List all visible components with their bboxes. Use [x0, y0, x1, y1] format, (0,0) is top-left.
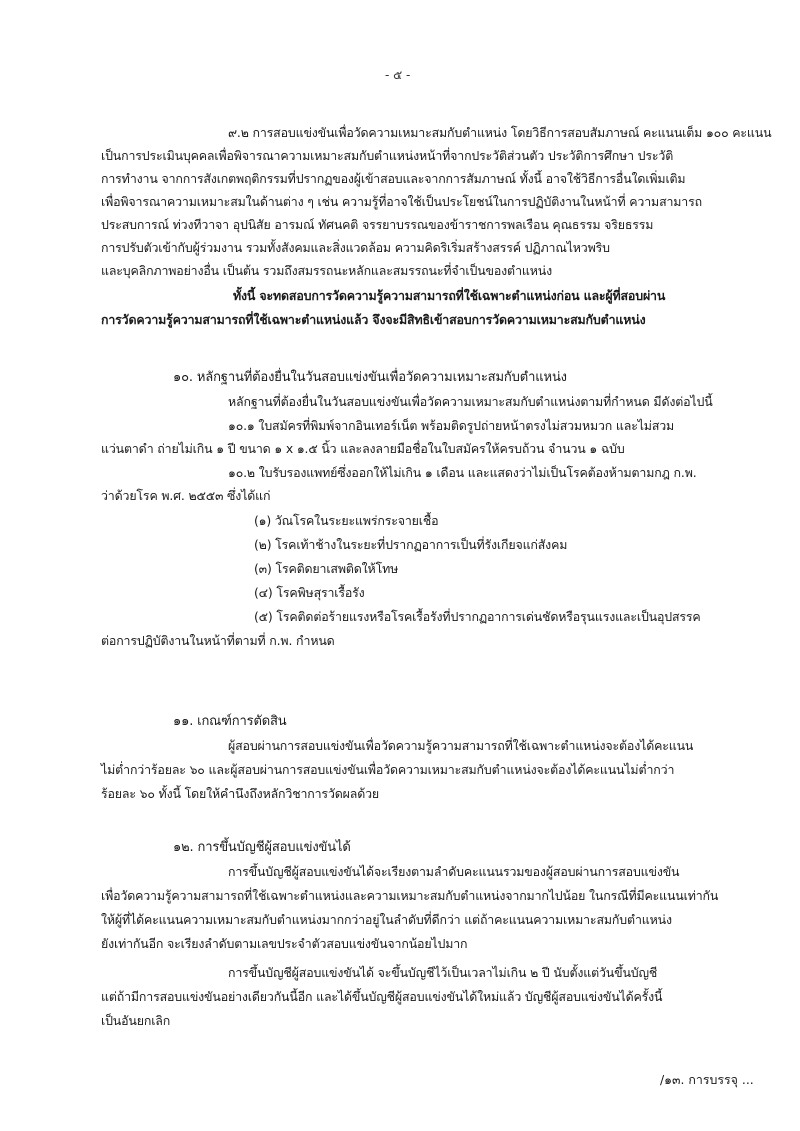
paragraph-line: แต่ถ้ามีการสอบแข่งขันอย่างเดียวกันนี้อีก และได้ขึ้นบัญชีผู้สอบแข่งขันได้ใหม่แล้ว บัญชีผู้สอบแข่งขันได้ครั้งนี้ [101, 989, 663, 1004]
paragraph-line: เพื่อวัดความรู้ความสามารถที่ใช้เฉพาะตำแหน่งและความเหมาะสมกับตำแหน่งจากมากไปน้อย ในกรณีที่มีคะแนนเท่ากัน [101, 888, 719, 903]
paragraph-line: ประสบการณ์ ท่วงทีวาจา อุปนิสัย อารมณ์ ทัศนคติ จรรยาบรรณของข้าราชการพลเรือน คุณธรรม จริยธรรม [101, 217, 654, 232]
continuation-marker: /๑๓. การบรรจุ ... [660, 1072, 754, 1087]
disease-item: (๑) วัณโรคในระยะแพร่กระจายเชื้อ [254, 513, 439, 528]
paragraph-line: การทำงาน จากการสังเกตพฤติกรรมที่ปรากฏของผู้เข้าสอบและจากการสัมภาษณ์ ทั้งนี้ อาจใช้วิธีการอื่นใดเพิ่มเติม [101, 171, 686, 186]
paragraph-line: หลักฐานที่ต้องยื่นในวันสอบแข่งขันเพื่อวัดความเหมาะสมกับตำแหน่งตามที่กำหนด มีดังต่อไปนี้ [228, 394, 713, 409]
disease-item: (๕) โรคติดต่อร้ายแรงหรือโรคเรื้อรังที่ปรากฏอาการเด่นชัดหรือรุนแรงและเป็นอุปสรรค [254, 609, 701, 624]
paragraph-line: ว่าด้วยโรค พ.ศ. ๒๕๕๓ ซึ่งได้แก่ [101, 488, 271, 503]
paragraph-line: ร้อยละ ๖๐ ทั้งนี้ โดยให้คำนึงถึงหลักวิชาการวัดผลด้วย [101, 786, 380, 801]
list-item: ๑๐.๒ ใบรับรองแพทย์ซึ่งออกให้ไม่เกิน ๑ เดือน และแสดงว่าไม่เป็นโรคต้องห้ามตามกฎ ก.พ. [228, 465, 697, 480]
section-heading: ๑๒. การขึ้นบัญชีผู้สอบแข่งขันได้ [173, 840, 351, 855]
paragraph-line: เพื่อพิจารณาความเหมาะสมในด้านต่าง ๆ เช่น ความรู้ที่อาจใช้เป็นประโยชน์ในการปฏิบัติงานในหน้าที่ ความสามารถ [101, 194, 702, 209]
section-heading: ๑๑. เกณฑ์การตัดสิน [173, 714, 287, 729]
disease-item: (๓) โรคติดยาเสพติดให้โทษ [254, 561, 399, 576]
disease-item: (๔) โรคพิษสุราเรื้อรัง [254, 585, 365, 600]
paragraph-line: ๙.๒ การสอบแข่งขันเพื่อวัดความเหมาะสมกับตำแหน่ง โดยวิธีการสอบสัมภาษณ์ คะแนนเต็ม ๑๐๐ คะแนน [228, 125, 772, 140]
paragraph-line: ต่อการปฏิบัติงานในหน้าที่ตามที่ ก.พ. กำหนด [101, 633, 335, 648]
paragraph-line: ผู้สอบผ่านการสอบแข่งขันเพื่อวัดความรู้ความสามารถที่ใช้เฉพาะตำแหน่งจะต้องได้คะแนน [228, 738, 694, 753]
section-heading: ๑๐. หลักฐานที่ต้องยื่นในวันสอบแข่งขันเพื่อวัดความเหมาะสมกับตำแหน่ง [173, 370, 567, 385]
paragraph-line: ยังเท่ากันอีก จะเรียงลำดับตามเลขประจำตัวสอบแข่งขันจากน้อยไปมาก [101, 936, 468, 951]
paragraph-line: การขึ้นบัญชีผู้สอบแข่งขันได้ จะขึ้นบัญชีไว้เป็นเวลาไม่เกิน ๒ ปี นับตั้งแต่วันขึ้นบัญชี [228, 965, 658, 980]
paragraph-line: การปรับตัวเข้ากับผู้ร่วมงาน รวมทั้งสังคมและสิ่งแวดล้อม ความคิดริเริ่มสร้างสรรค์ ปฏิภาณไหวพริบ [101, 240, 610, 255]
paragraph-line: และบุคลิกภาพอย่างอื่น เป็นต้น รวมถึงสมรรถนะหลักและสมรรถนะที่จำเป็นของตำแหน่ง [101, 263, 552, 278]
paragraph-line: แว่นตาดำ ถ่ายไม่เกิน ๑ ปี ขนาด ๑ x ๑.๕ นิ้ว และลงลายมือชื่อในใบสมัครให้ครบถ้วน จำนวน ๑ ฉบับ [101, 441, 625, 456]
paragraph-line: เป็นการประเมินบุคคลเพื่อพิจารณาความเหมาะสมกับตำแหน่งหน้าที่จากประวัติส่วนตัว ประวัติการศึกษา ประวัติ [101, 148, 674, 163]
paragraph-line: การขึ้นบัญชีผู้สอบแข่งขันได้จะเรียงตามลำดับคะแนนรวมของผู้สอบผ่านการสอบแข่งขัน [228, 864, 680, 879]
paragraph-line: เป็นอันยกเลิก [101, 1013, 171, 1028]
list-item: ๑๐.๑ ใบสมัครที่พิมพ์จากอินเทอร์เน็ต พร้อมติดรูปถ่ายหน้าตรงไม่สวมหมวก และไม่สวม [228, 418, 675, 433]
bold-note-line: การวัดความรู้ความสามารถที่ใช้เฉพาะตำแหน่งแล้ว จึงจะมีสิทธิเข้าสอบการวัดความเหมาะสมกับตำแหน่ง [101, 312, 646, 327]
bold-note-line: ทั้งนี้ จะทดสอบการวัดความรู้ความสามารถที่ใช้เฉพาะตำแหน่งก่อน และผู้ที่สอบผ่าน [233, 288, 666, 303]
disease-item: (๒) โรคเท้าช้างในระยะที่ปรากฏอาการเป็นที่รังเกียจแก่สังคม [254, 537, 568, 552]
page-number: - ๕ - [385, 68, 411, 82]
paragraph-line: ให้ผู้ที่ได้คะแนนความเหมาะสมกับตำแหน่งมากกว่าอยู่ในลำดับที่ดีกว่า แต่ถ้าคะแนนความเหมาะสมกับตำแหน่ง [101, 912, 672, 927]
paragraph-line: ไม่ต่ำกว่าร้อยละ ๖๐ และผู้สอบผ่านการสอบแข่งขันเพื่อวัดความเหมาะสมกับตำแหน่งจะต้องได้คะแนนไม่ต่ำกว่า [101, 762, 675, 777]
